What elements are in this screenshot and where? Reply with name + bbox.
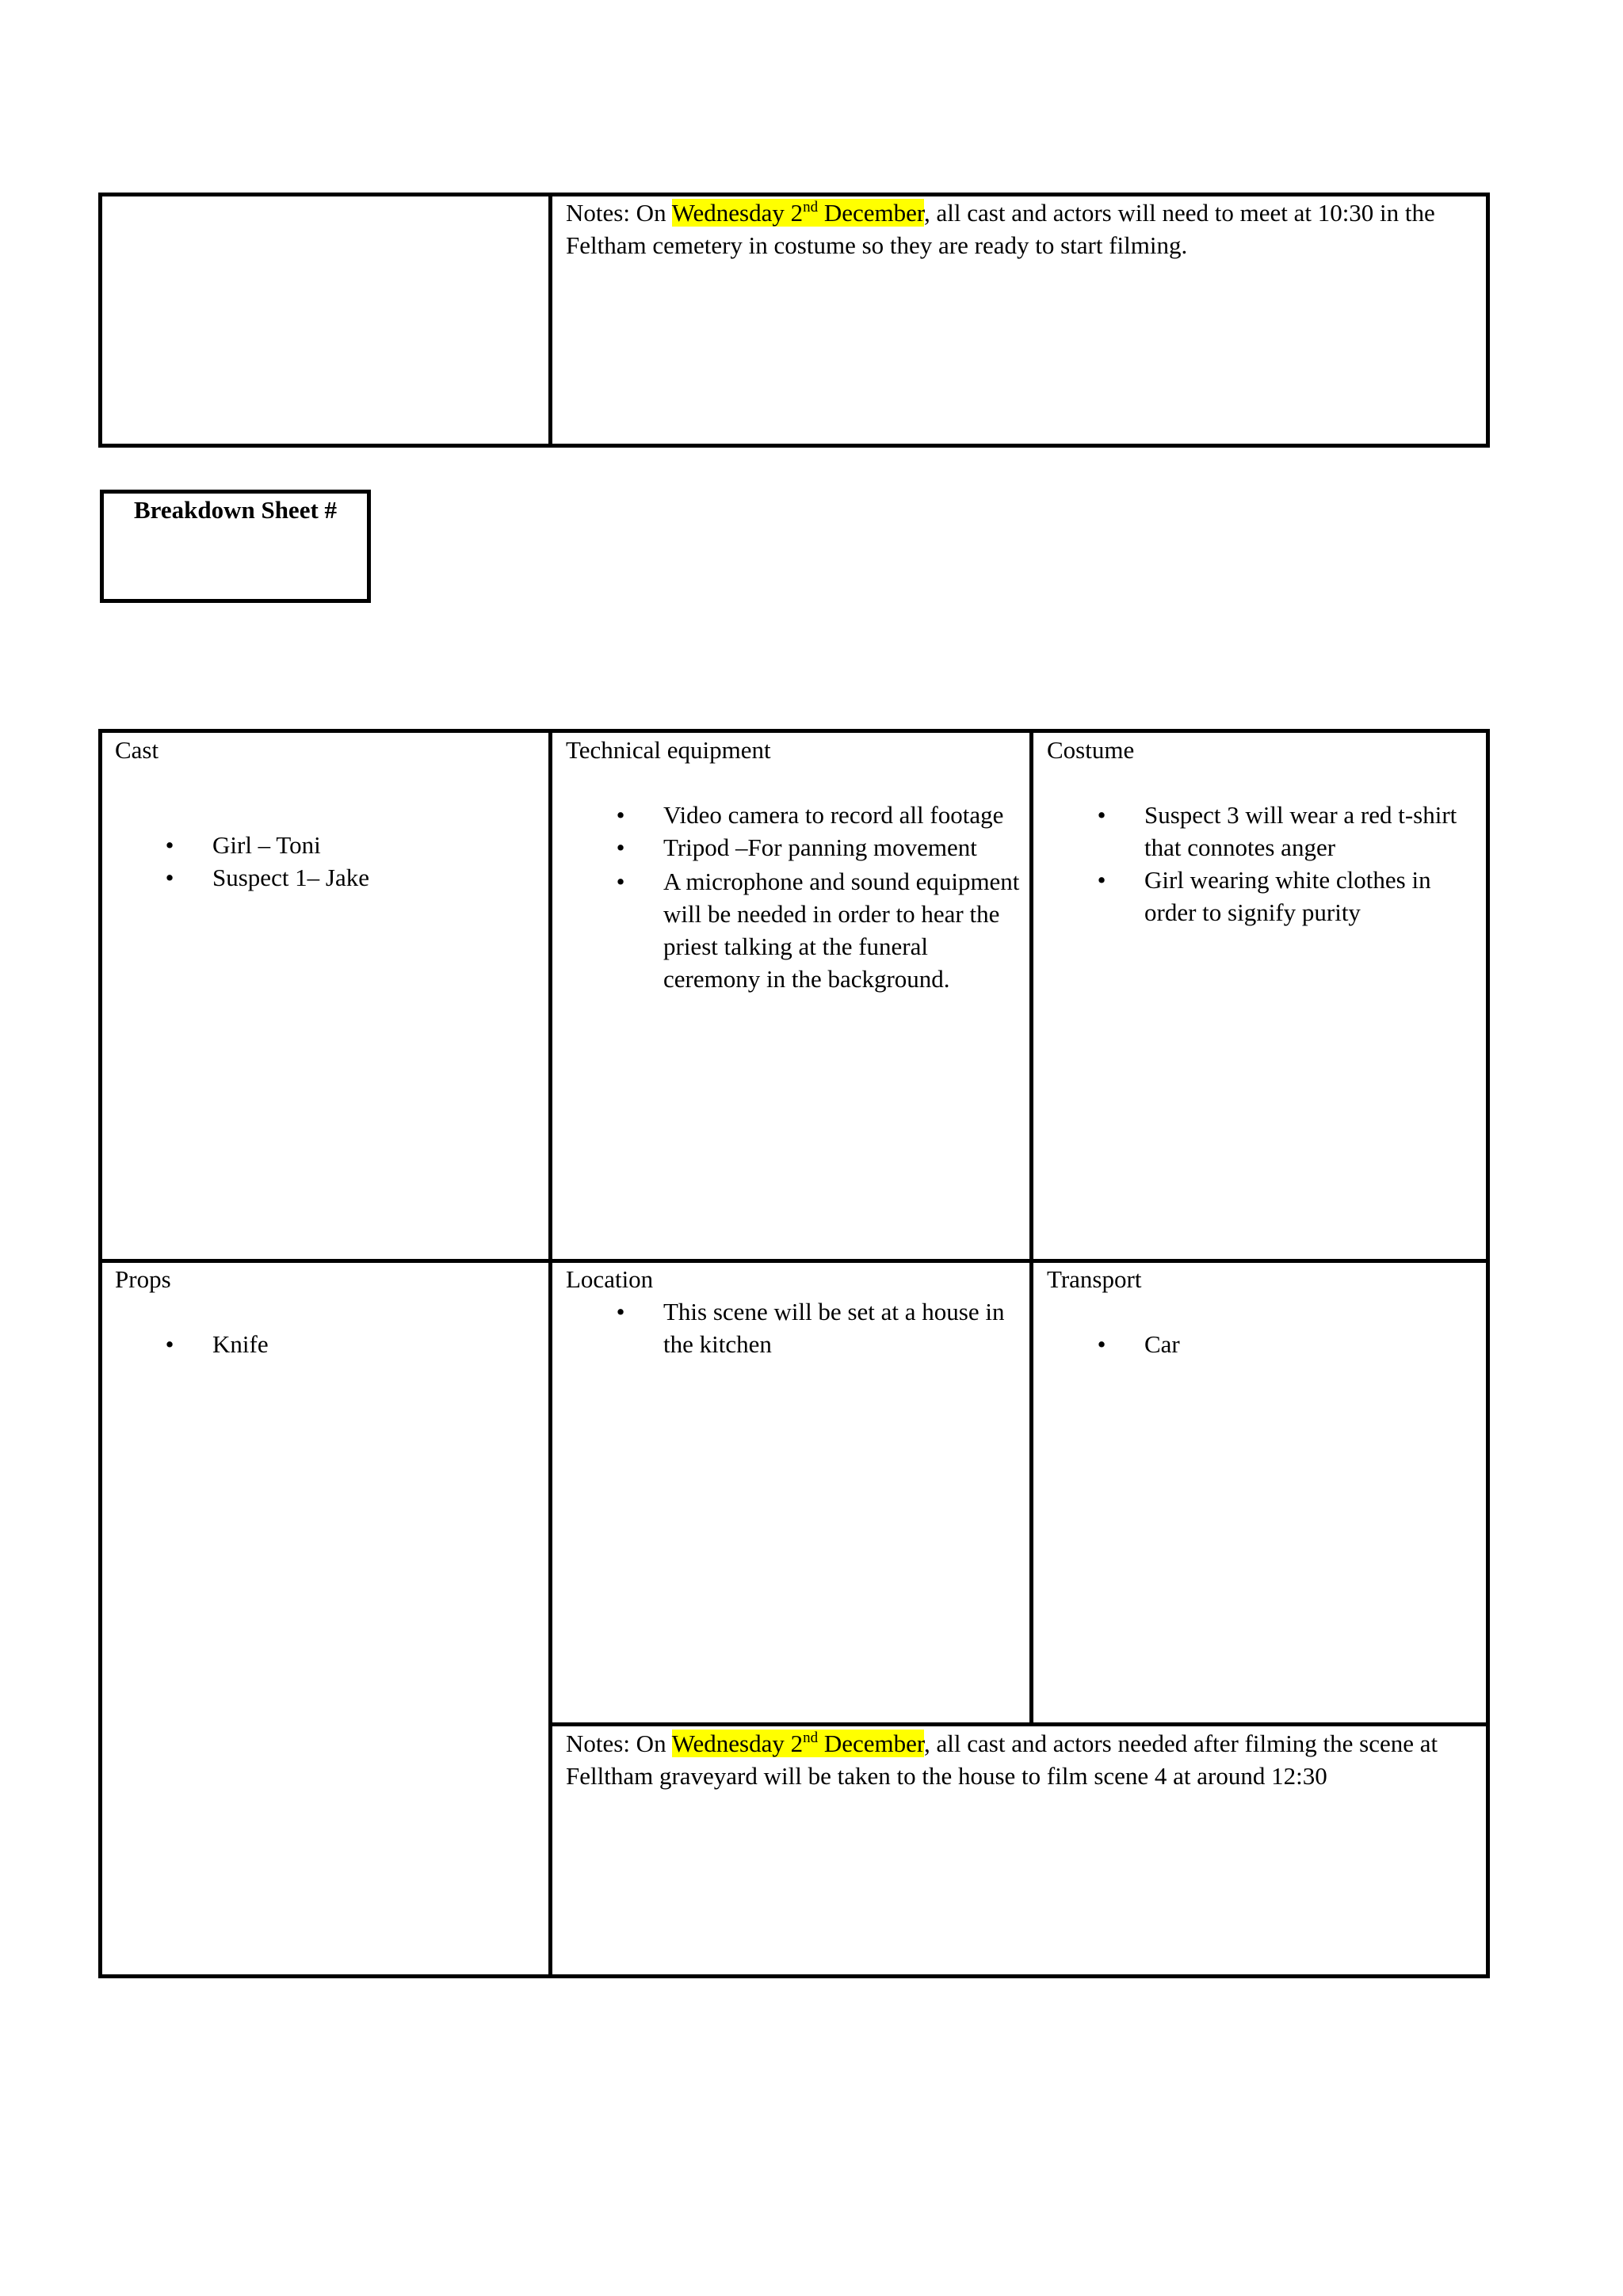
list-item: • Suspect 3 will wear a red t-shirt that connotes anger: [1097, 801, 1457, 861]
top-notes-date: Wednesday 2nd December: [671, 199, 925, 227]
list-item: • Suspect 1– Jake: [165, 864, 370, 891]
list-item: • A microphone and sound equipment will be needed in order to hear the priest talking at the funeral ceremony in the background.: [616, 868, 1020, 993]
transport-heading: Transport: [1047, 1265, 1142, 1293]
main-divider-row1: [98, 1259, 1490, 1263]
list-item: • Girl – Toni: [165, 831, 321, 859]
location-heading: Location: [566, 1265, 654, 1293]
location-list: [616, 1295, 1020, 1360]
list-item: • Video camera to record all footage: [616, 801, 1004, 829]
transport-list: [1097, 1328, 1477, 1360]
main-divider-row2: [548, 1722, 1490, 1726]
costume-list: [1097, 799, 1477, 929]
main-divider-col2: [1029, 729, 1033, 1726]
top-table-divider: [548, 193, 552, 448]
props-list: [165, 1328, 529, 1360]
cast-heading: Cast: [115, 736, 159, 764]
breakdown-sheet-label: Breakdown Sheet #: [133, 496, 338, 524]
main-divider-col1: [548, 729, 552, 1978]
list-item: • Girl wearing white clothes in order to signify purity: [1097, 866, 1431, 926]
technical-list: [616, 799, 1020, 995]
list-item: • Car: [1097, 1330, 1180, 1358]
technical-heading: Technical equipment: [566, 736, 771, 764]
list-item: • Tripod –For panning movement: [616, 833, 977, 861]
bottom-notes: Notes: On Wednesday 2nd December, all cast and actors needed after filming the scene at Felltham graveyard will be taken to the house to film scene 4 at around 12:30: [566, 1730, 1438, 1790]
bottom-notes-date: Wednesday 2nd December: [671, 1730, 925, 1757]
list-item: • This scene will be set at a house in the kitchen: [616, 1298, 1005, 1358]
top-notes: Notes: On Wednesday 2nd December, all cast and actors will need to meet at 10:30 in the Feltham cemetery in costume so they are ready to start filming.: [566, 199, 1435, 259]
props-heading: Props: [115, 1265, 171, 1293]
list-item: • Knife: [165, 1330, 269, 1358]
costume-heading: Costume: [1047, 736, 1135, 764]
cast-list: [165, 829, 529, 894]
